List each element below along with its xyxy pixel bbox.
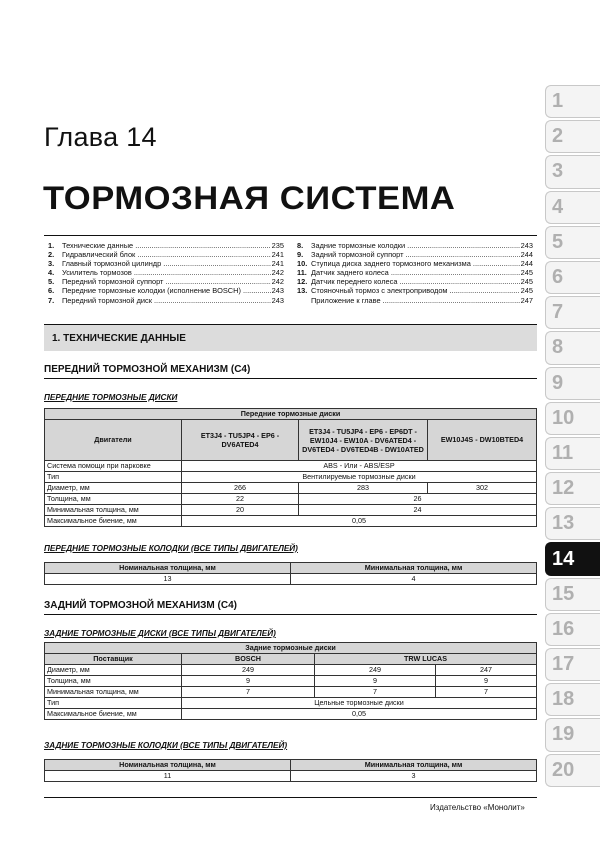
toc-page: 241: [271, 250, 284, 260]
row-label: Минимальная толщина, мм: [45, 687, 182, 698]
cell: 11: [45, 771, 291, 782]
toc-number: 2.: [48, 250, 55, 260]
front-pads-table: [44, 562, 537, 585]
cell: 0,05: [182, 709, 537, 720]
toc-page: 245: [520, 277, 533, 287]
column-header: EW10J4S - DW10BTED4: [428, 420, 537, 461]
section-bar-technical-data: 1. ТЕХНИЧЕСКИЕ ДАННЫЕ: [44, 324, 537, 351]
chapter-tab-18[interactable]: 18: [545, 683, 600, 716]
toc-page: 244: [520, 259, 533, 269]
row-label: Тип: [45, 698, 182, 709]
toc-page: 243: [271, 295, 284, 305]
toc-page: 243: [271, 286, 284, 296]
chapter-tab-3[interactable]: 3: [545, 155, 600, 188]
chapter-tab-20[interactable]: 20: [545, 754, 600, 787]
cell: 24: [299, 505, 537, 516]
table-row: [45, 698, 537, 709]
row-label: Толщина, мм: [45, 494, 182, 505]
toc-title: Задние тормозные колодки .....: [311, 241, 520, 250]
cell: 9: [436, 676, 537, 687]
chapter-tab-13[interactable]: 13: [545, 507, 600, 540]
publisher-label: Издательство «Монолит»: [430, 803, 525, 812]
chapter-tab-9[interactable]: 9: [545, 367, 600, 400]
row-label: Диаметр, мм: [45, 483, 182, 494]
toc-number: [297, 296, 311, 305]
column-header: Двигатели: [45, 420, 182, 461]
toc-item: [48, 250, 284, 259]
toc-title: Передние тормозные колодки (исполнение BOSCH) .....: [62, 286, 271, 295]
toc-item: [297, 286, 533, 295]
cell: 249: [182, 665, 315, 676]
toc-title: Технические данные .....: [62, 241, 271, 250]
cell: 7: [182, 687, 315, 698]
chapter-tab-4[interactable]: 4: [545, 191, 600, 224]
toc-title: Главный тормозной цилиндр .....: [62, 259, 271, 268]
column-header: Минимальная толщина, мм: [291, 563, 537, 574]
toc-number: 6.: [48, 286, 55, 296]
toc-number: 9.: [297, 250, 304, 260]
toc-page: 245: [520, 268, 533, 278]
row-label: Диаметр, мм: [45, 665, 182, 676]
chapter-tabs: [545, 85, 600, 789]
column-header: Поставщик: [45, 654, 182, 665]
toc-item: [48, 259, 284, 268]
cell: 9: [315, 676, 436, 687]
toc-title: Передний тормозной суппорт .....: [62, 277, 271, 286]
row-label: Минимальная толщина, мм: [45, 505, 182, 516]
table-row: [45, 676, 537, 687]
chapter-tab-7[interactable]: 7: [545, 296, 600, 329]
toc-page: 241: [271, 259, 284, 269]
row-label: Система помощи при парковке: [45, 461, 182, 472]
cell: 302: [428, 483, 537, 494]
chapter-tab-12[interactable]: 12: [545, 472, 600, 505]
chapter-tab-14[interactable]: 14: [545, 542, 600, 575]
chapter-tab-10[interactable]: 10: [545, 402, 600, 435]
chapter-tab-6[interactable]: 6: [545, 261, 600, 294]
column-header: ET3J4 - TU5JP4 - EP6 - EP6DT - EW10J4 - EW10A - DV6ATED4 - DV6TED4 - DV6TED4B - DW10ATED: [299, 420, 428, 461]
chapter-tab-15[interactable]: 15: [545, 578, 600, 611]
table-row: [45, 516, 537, 527]
cell: 283: [299, 483, 428, 494]
front-brake-heading: ПЕРЕДНИЙ ТОРМОЗНОЙ МЕХАНИЗМ (C4): [44, 364, 251, 375]
front-discs-heading: ПЕРЕДНИЕ ТОРМОЗНЫЕ ДИСКИ: [44, 393, 178, 402]
cell: Вентилируемые тормозные диски: [182, 472, 537, 483]
chapter-tab-1[interactable]: 1: [545, 85, 600, 118]
column-header: Минимальная толщина, мм: [291, 760, 537, 771]
column-header: ET3J4 - TU5JP4 - EP6 - DV6ATED4: [182, 420, 299, 461]
page-title: ТОРМОЗНАЯ СИСТЕМА: [43, 180, 456, 216]
toc-page: 235: [271, 241, 284, 250]
toc-right: [297, 241, 533, 305]
toc-page: 247: [520, 295, 533, 305]
cell: 266: [182, 483, 299, 494]
cell: 0,05: [182, 516, 537, 527]
rear-pads-table: [44, 759, 537, 782]
toc-item: [48, 277, 284, 286]
toc-number: 3.: [48, 259, 55, 269]
toc-item: [297, 259, 533, 268]
rear-heading-rule: [44, 614, 537, 615]
table-row: [45, 665, 537, 676]
toc-page: 244: [520, 250, 533, 260]
front-pads-heading: ПЕРЕДНИЕ ТОРМОЗНЫЕ КОЛОДКИ (ВСЕ ТИПЫ ДВИГАТЕЛЕЙ): [44, 544, 298, 553]
chapter-tab-16[interactable]: 16: [545, 613, 600, 646]
cell: 20: [182, 505, 299, 516]
rear-brake-heading: ЗАДНИЙ ТОРМОЗНОЙ МЕХАНИЗМ (C4): [44, 600, 237, 611]
table-row: [45, 505, 537, 516]
cell: ABS - Или - ABS/ESP: [182, 461, 537, 472]
rear-discs-heading: ЗАДНИЕ ТОРМОЗНЫЕ ДИСКИ (ВСЕ ТИПЫ ДВИГАТЕЛЕЙ): [44, 629, 276, 638]
toc-number: 7.: [48, 295, 55, 305]
toc-page: 242: [271, 277, 284, 287]
chapter-tab-19[interactable]: 19: [545, 718, 600, 751]
toc-top-rule: [44, 235, 537, 236]
toc-item: [297, 296, 533, 305]
table-row: [45, 771, 537, 782]
toc-title: Передний тормозной диск .....: [62, 296, 271, 305]
toc-item: [48, 296, 284, 305]
chapter-tab-17[interactable]: 17: [545, 648, 600, 681]
table-row: [45, 709, 537, 720]
column-header: BOSCH: [182, 654, 315, 665]
chapter-tab-8[interactable]: 8: [545, 331, 600, 364]
toc-number: 5.: [48, 277, 55, 287]
rear-discs-table: [44, 642, 537, 720]
column-header: TRW LUCAS: [315, 654, 537, 665]
toc-title: Стояночный тормоз с электроприводом .....: [311, 286, 520, 295]
toc-number: 4.: [48, 268, 55, 278]
cell: 4: [291, 574, 537, 585]
cell: 249: [315, 665, 436, 676]
toc-item: [297, 241, 533, 250]
chapter-tab-5[interactable]: 5: [545, 226, 600, 259]
cell: 26: [299, 494, 537, 505]
toc-number: 8.: [297, 241, 304, 250]
rear-pads-heading: ЗАДНИЕ ТОРМОЗНЫЕ КОЛОДКИ (ВСЕ ТИПЫ ДВИГАТЕЛЕЙ): [44, 741, 288, 750]
footer-rule: [44, 797, 537, 798]
toc-title: Гидравлический блок .....: [62, 250, 271, 259]
cell: 7: [436, 687, 537, 698]
chapter-tab-11[interactable]: 11: [545, 437, 600, 470]
cell: 7: [315, 687, 436, 698]
toc-number: 11.: [297, 268, 307, 278]
cell: 247: [436, 665, 537, 676]
toc-item: [48, 241, 284, 250]
row-label: Толщина, мм: [45, 676, 182, 687]
row-label: Тип: [45, 472, 182, 483]
toc-page: 242: [271, 268, 284, 278]
toc-item: [297, 268, 533, 277]
chapter-label: Глава 14: [44, 122, 157, 152]
toc-title: Усилитель тормозов .....: [62, 268, 271, 277]
table-row: [45, 574, 537, 585]
column-header: Номинальная толщина, мм: [45, 760, 291, 771]
toc-left: [48, 241, 284, 305]
toc-title: Задний тормозной суппорт .....: [311, 250, 520, 259]
toc-page: 243: [520, 241, 533, 250]
toc-title: Приложение к главе .....: [311, 296, 520, 305]
toc-title: Датчик переднего колеса .....: [311, 277, 520, 286]
toc-number: 13.: [297, 286, 308, 296]
toc-number: 1.: [48, 241, 55, 250]
toc-number: 12.: [297, 277, 308, 287]
toc-page: 245: [520, 286, 533, 296]
toc-item: [48, 268, 284, 277]
table-row: [45, 494, 537, 505]
table-row: [45, 461, 537, 472]
front-heading-rule: [44, 378, 537, 379]
cell: 22: [182, 494, 299, 505]
front-discs-table: [44, 408, 537, 527]
toc-item: [48, 286, 284, 295]
table-caption: Задние тормозные диски: [45, 643, 537, 654]
chapter-tab-2[interactable]: 2: [545, 120, 600, 153]
table-caption: Передние тормозные диски: [45, 409, 537, 420]
toc-item: [297, 250, 533, 259]
cell: 13: [45, 574, 291, 585]
table-row: [45, 483, 537, 494]
row-label: Максимальное биение, мм: [45, 709, 182, 720]
cell: 3: [291, 771, 537, 782]
cell: 9: [182, 676, 315, 687]
toc-number: 10.: [297, 259, 308, 269]
toc-title: Датчик заднего колеса .....: [311, 268, 520, 277]
toc-item: [297, 277, 533, 286]
column-header: Номинальная толщина, мм: [45, 563, 291, 574]
table-row: [45, 687, 537, 698]
table-row: [45, 472, 537, 483]
row-label: Максимальное биение, мм: [45, 516, 182, 527]
toc-title: Ступица диска заднего тормозного механизма .....: [311, 259, 520, 268]
cell: Цельные тормозные диски: [182, 698, 537, 709]
